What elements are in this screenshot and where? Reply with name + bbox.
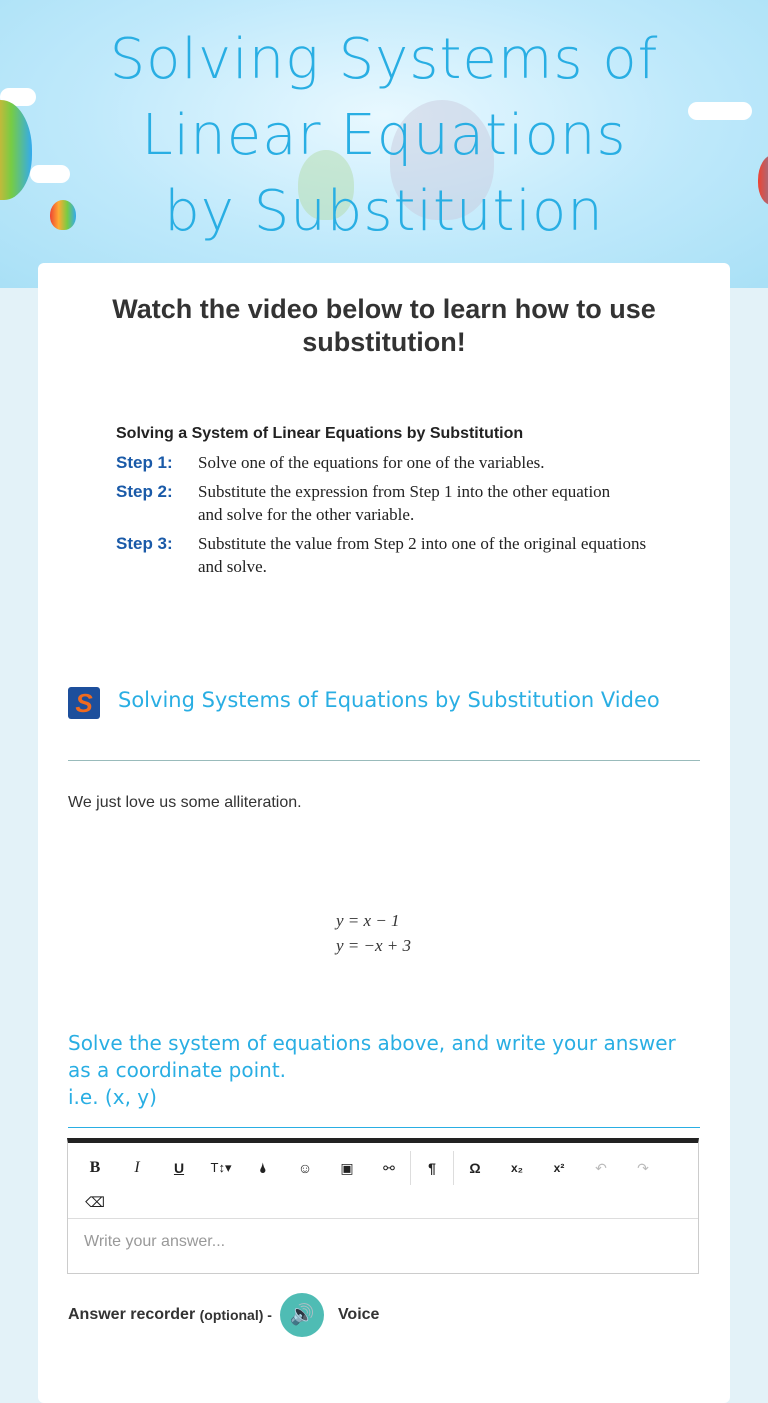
- voice-button[interactable]: Voice: [337, 1306, 380, 1323]
- step-label: Step 1:: [116, 453, 173, 472]
- speaker-icon[interactable]: 🔊: [280, 1293, 324, 1337]
- subscript-button[interactable]: x₂: [510, 1161, 523, 1175]
- video-site-icon: S: [68, 687, 100, 719]
- underline-button[interactable]: U: [173, 1160, 185, 1176]
- answer-recorder: [68, 1293, 379, 1337]
- steps-title: Solving a System of Linear Equations by Substitution: [116, 425, 524, 442]
- image-icon[interactable]: ▣: [340, 1160, 354, 1176]
- step-row: [116, 451, 658, 474]
- question-prompt: [68, 1030, 688, 1111]
- emoji-icon[interactable]: ☺: [297, 1160, 313, 1176]
- text-size-dropdown[interactable]: T↕▾: [210, 1160, 232, 1175]
- recorder-label: Answer recorder: [68, 1306, 196, 1323]
- equation: y = x − 1: [336, 911, 400, 930]
- video-link[interactable]: [68, 687, 678, 719]
- balloon: [758, 155, 768, 205]
- link-icon[interactable]: ⚯: [383, 1160, 395, 1176]
- step-text: Solve one of the equations for one of the variables.: [198, 453, 545, 472]
- note-text: We just love us some alliteration.: [68, 794, 302, 811]
- step-row: [116, 480, 658, 526]
- steps-image: [116, 425, 658, 584]
- question-hint: i.e. (x, y): [68, 1085, 157, 1109]
- undo-icon[interactable]: ↶: [595, 1160, 607, 1176]
- italic-button[interactable]: I: [134, 1159, 140, 1176]
- step-label: Step 2:: [116, 482, 173, 501]
- content-card: [38, 263, 730, 1403]
- answer-input[interactable]: Write your answer...: [84, 1233, 226, 1250]
- divider: [68, 1127, 700, 1128]
- redo-icon[interactable]: ↷: [637, 1160, 649, 1176]
- recorder-optional: (optional) -: [199, 1307, 272, 1323]
- text-color-icon[interactable]: 🌢: [258, 1160, 268, 1176]
- step-text: Substitute the value from Step 2 into one of the original equations and solve.: [198, 534, 647, 576]
- cloud: [688, 102, 752, 120]
- step-row: [116, 532, 658, 578]
- superscript-button[interactable]: x²: [553, 1161, 565, 1175]
- equation: y = −x + 3: [336, 936, 412, 955]
- balloon: [0, 100, 32, 200]
- divider: [68, 760, 700, 761]
- cloud: [30, 165, 70, 183]
- question-text: Solve the system of equations above, and write your answer as a coordinate point.: [68, 1031, 676, 1082]
- step-label: Step 3:: [116, 534, 173, 553]
- balloon: [50, 200, 76, 230]
- paragraph-direction-icon[interactable]: ¶: [428, 1160, 436, 1176]
- header-banner: [0, 0, 768, 288]
- editor-toolbar: [68, 1143, 698, 1219]
- page-title: Solving Systems of Linear Equations by Substitution: [109, 27, 659, 244]
- video-title[interactable]: Solving Systems of Equations by Substitution Video: [118, 688, 660, 712]
- step-text: Substitute the expression from Step 1 into the other equation and solve for the other variable.: [198, 482, 611, 524]
- equations: [336, 908, 411, 958]
- bold-button[interactable]: B: [89, 1159, 101, 1176]
- special-character-icon[interactable]: Ω: [469, 1160, 481, 1176]
- clear-format-eraser-icon[interactable]: ⌫: [85, 1194, 105, 1210]
- intro-heading: Watch the video below to learn how to use substitution!: [112, 294, 656, 357]
- answer-editor: [67, 1138, 699, 1274]
